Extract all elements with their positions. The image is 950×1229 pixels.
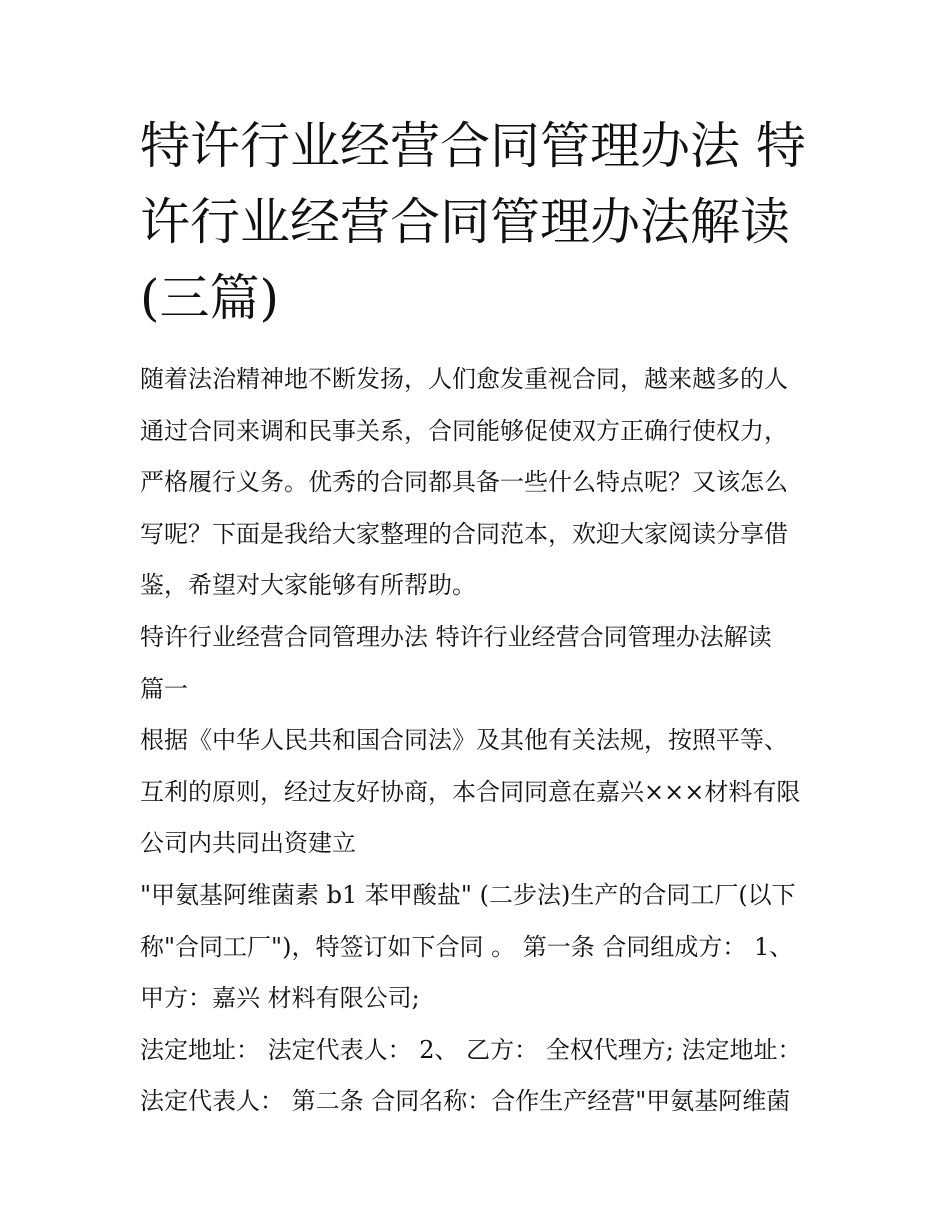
title-line: (三篇) [140,269,280,327]
body-line: 特许行业经营合同管理办法 特许行业经营合同管理办法解读 [140,622,772,651]
body-line: 法定代表人： 第二条 合同名称：合作生产经营"甲氨基阿维菌 [140,1087,791,1116]
body-line: 鉴，希望对大家能够有所帮助。 [140,571,476,600]
body-line: "甲氨基阿维菌素 b1 苯甲酸盐" (二步法)生产的合同工厂(以下 [140,880,796,909]
body-line: 随着法治精神地不断发扬，人们愈发重视合同，越来越多的人 [140,365,788,393]
body-line: 称"合同工厂")，特签订如下合同 。 第一条 合同组成方： 1、 [140,932,794,961]
body-line: 通过合同来调和民事关系，合同能够促使双方正确行使权力， [140,416,788,445]
body-line: 篇一 [140,674,188,703]
body-line: 严格履行义务。优秀的合同都具备一些什么特点呢？又该怎么 [140,468,788,497]
body-line: 甲方：嘉兴 材料有限公司; [140,984,420,1013]
document-body [140,354,830,1128]
title-line: 特许行业经营合同管理办法 特 [140,117,806,175]
body-line: 写呢？下面是我给大家整理的合同范本，欢迎大家阅读分享借 [140,519,788,548]
body-line: 公司内共同出资建立 [140,829,356,858]
body-line: 互利的原则，经过友好协商，本合同同意在嘉兴×××材料有限 [140,777,801,806]
body-line: 根据《中华人民共和国合同法》及其他有关法规，按照平等、 [140,726,788,755]
body-line: 法定地址： 法定代表人： 2、 乙方： 全权代理方; 法定地址： [140,1035,802,1064]
title-line: 许行业经营合同管理办法解读 [140,193,790,251]
document-title [140,108,820,336]
